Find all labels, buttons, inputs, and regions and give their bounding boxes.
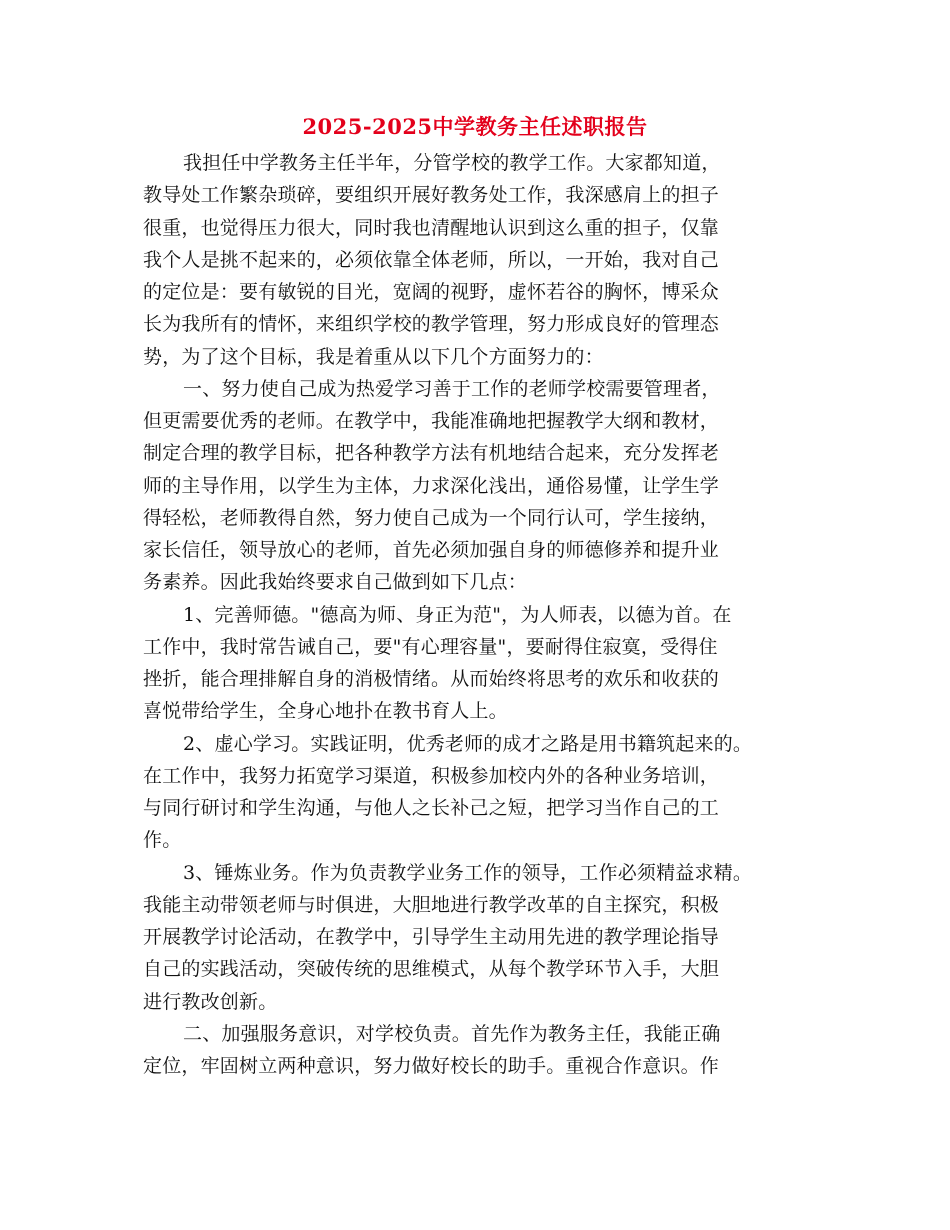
body-line: 开展教学讨论活动，在教学中，引导学生主动用先进的教学理论指导 [143, 926, 720, 948]
body-line: 作。 [143, 829, 182, 852]
body-line: 挫折，能合理排解自身的消极情绪。从而始终将思考的欢乐和收获的 [143, 668, 720, 690]
body-line: 长为我所有的情怀，来组织学校的教学管理，努力形成良好的管理态 [143, 313, 720, 336]
body-line: 务素养。因此我始终要求自己做到如下几点： [143, 571, 528, 594]
body-line: 家长信任，领导放心的老师，首先必须加强自身的师德修养和提升业 [143, 539, 720, 561]
body-line: 工作中，我时常告诫自己，要"有心理容量"，要耐得住寂寞，受得住 [143, 635, 718, 658]
body-line: 喜悦带给学生，全身心地扑在教书育人上。 [143, 700, 508, 723]
body-line: 但更需要优秀的老师。在教学中，我能准确地把握教学大纲和教材， [143, 410, 720, 432]
body-line: 制定合理的教学目标，把各种教学方法有机地结合起来，充分发挥老 [143, 442, 720, 465]
body-line: 1、完善师德。"德高为师、身正为范"，为人师表，以德为首。在 [183, 603, 732, 626]
body-line: 师的主导作用，以学生为主体，力求深化浅出，通俗易懂，让学生学 [143, 474, 720, 497]
body-line: 2、虚心学习。实践证明，优秀老师的成才之路是用书籍筑起来的。 [183, 732, 753, 755]
body-line: 很重，也觉得压力很大，同时我也清醒地认识到这么重的担子，仅靠 [143, 216, 720, 239]
body-line: 与同行研讨和学生沟通，与他人之长补己之短，把学习当作自己的工 [143, 797, 720, 819]
body-line: 我担任中学教务主任半年，分管学校的教学工作。大家都知道， [183, 152, 721, 174]
body-line: 势，为了这个目标，我是着重从以下几个方面努力的： [143, 345, 604, 368]
body-line: 的定位是：要有敏锐的目光，宽阔的视野，虚怀若谷的胸怀，博采众 [143, 281, 720, 303]
document-title: 2025-2025中学教务主任述职报告 [302, 114, 648, 139]
body-line: 进行教改创新。 [143, 990, 278, 1013]
body-line: 一、努力使自己成为热爱学习善于工作的老师学校需要管理者， [183, 377, 721, 400]
body-line: 二、加强服务意识，对学校负责。首先作为教务主任，我能正确 [183, 1022, 721, 1045]
document-body [143, 147, 833, 1082]
body-line: 我能主动带领老师与时俱进，大胆地进行教学改革的自主探究，积极 [143, 893, 720, 916]
body-line: 定位，牢固树立两种意识，努力做好校长的助手。重视合作意识。作 [143, 1055, 720, 1077]
body-line: 3、锤炼业务。作为负责教学业务工作的领导，工作必须精益求精。 [183, 861, 753, 884]
body-line: 我个人是挑不起来的，必须依靠全体老师，所以，一开始，我对自己 [143, 248, 720, 271]
body-line: 自己的实践活动，突破传统的思维模式，从每个教学环节入手，大胆 [143, 958, 720, 981]
body-line: 得轻松，老师教得自然，努力使自己成为一个同行认可，学生接纳， [143, 506, 720, 529]
body-line: 教导处工作繁杂琐碎，要组织开展好教务处工作，我深感肩上的担子 [143, 184, 720, 207]
body-line: 在工作中，我努力拓宽学习渠道，积极参加校内外的各种业务培训， [143, 764, 720, 787]
